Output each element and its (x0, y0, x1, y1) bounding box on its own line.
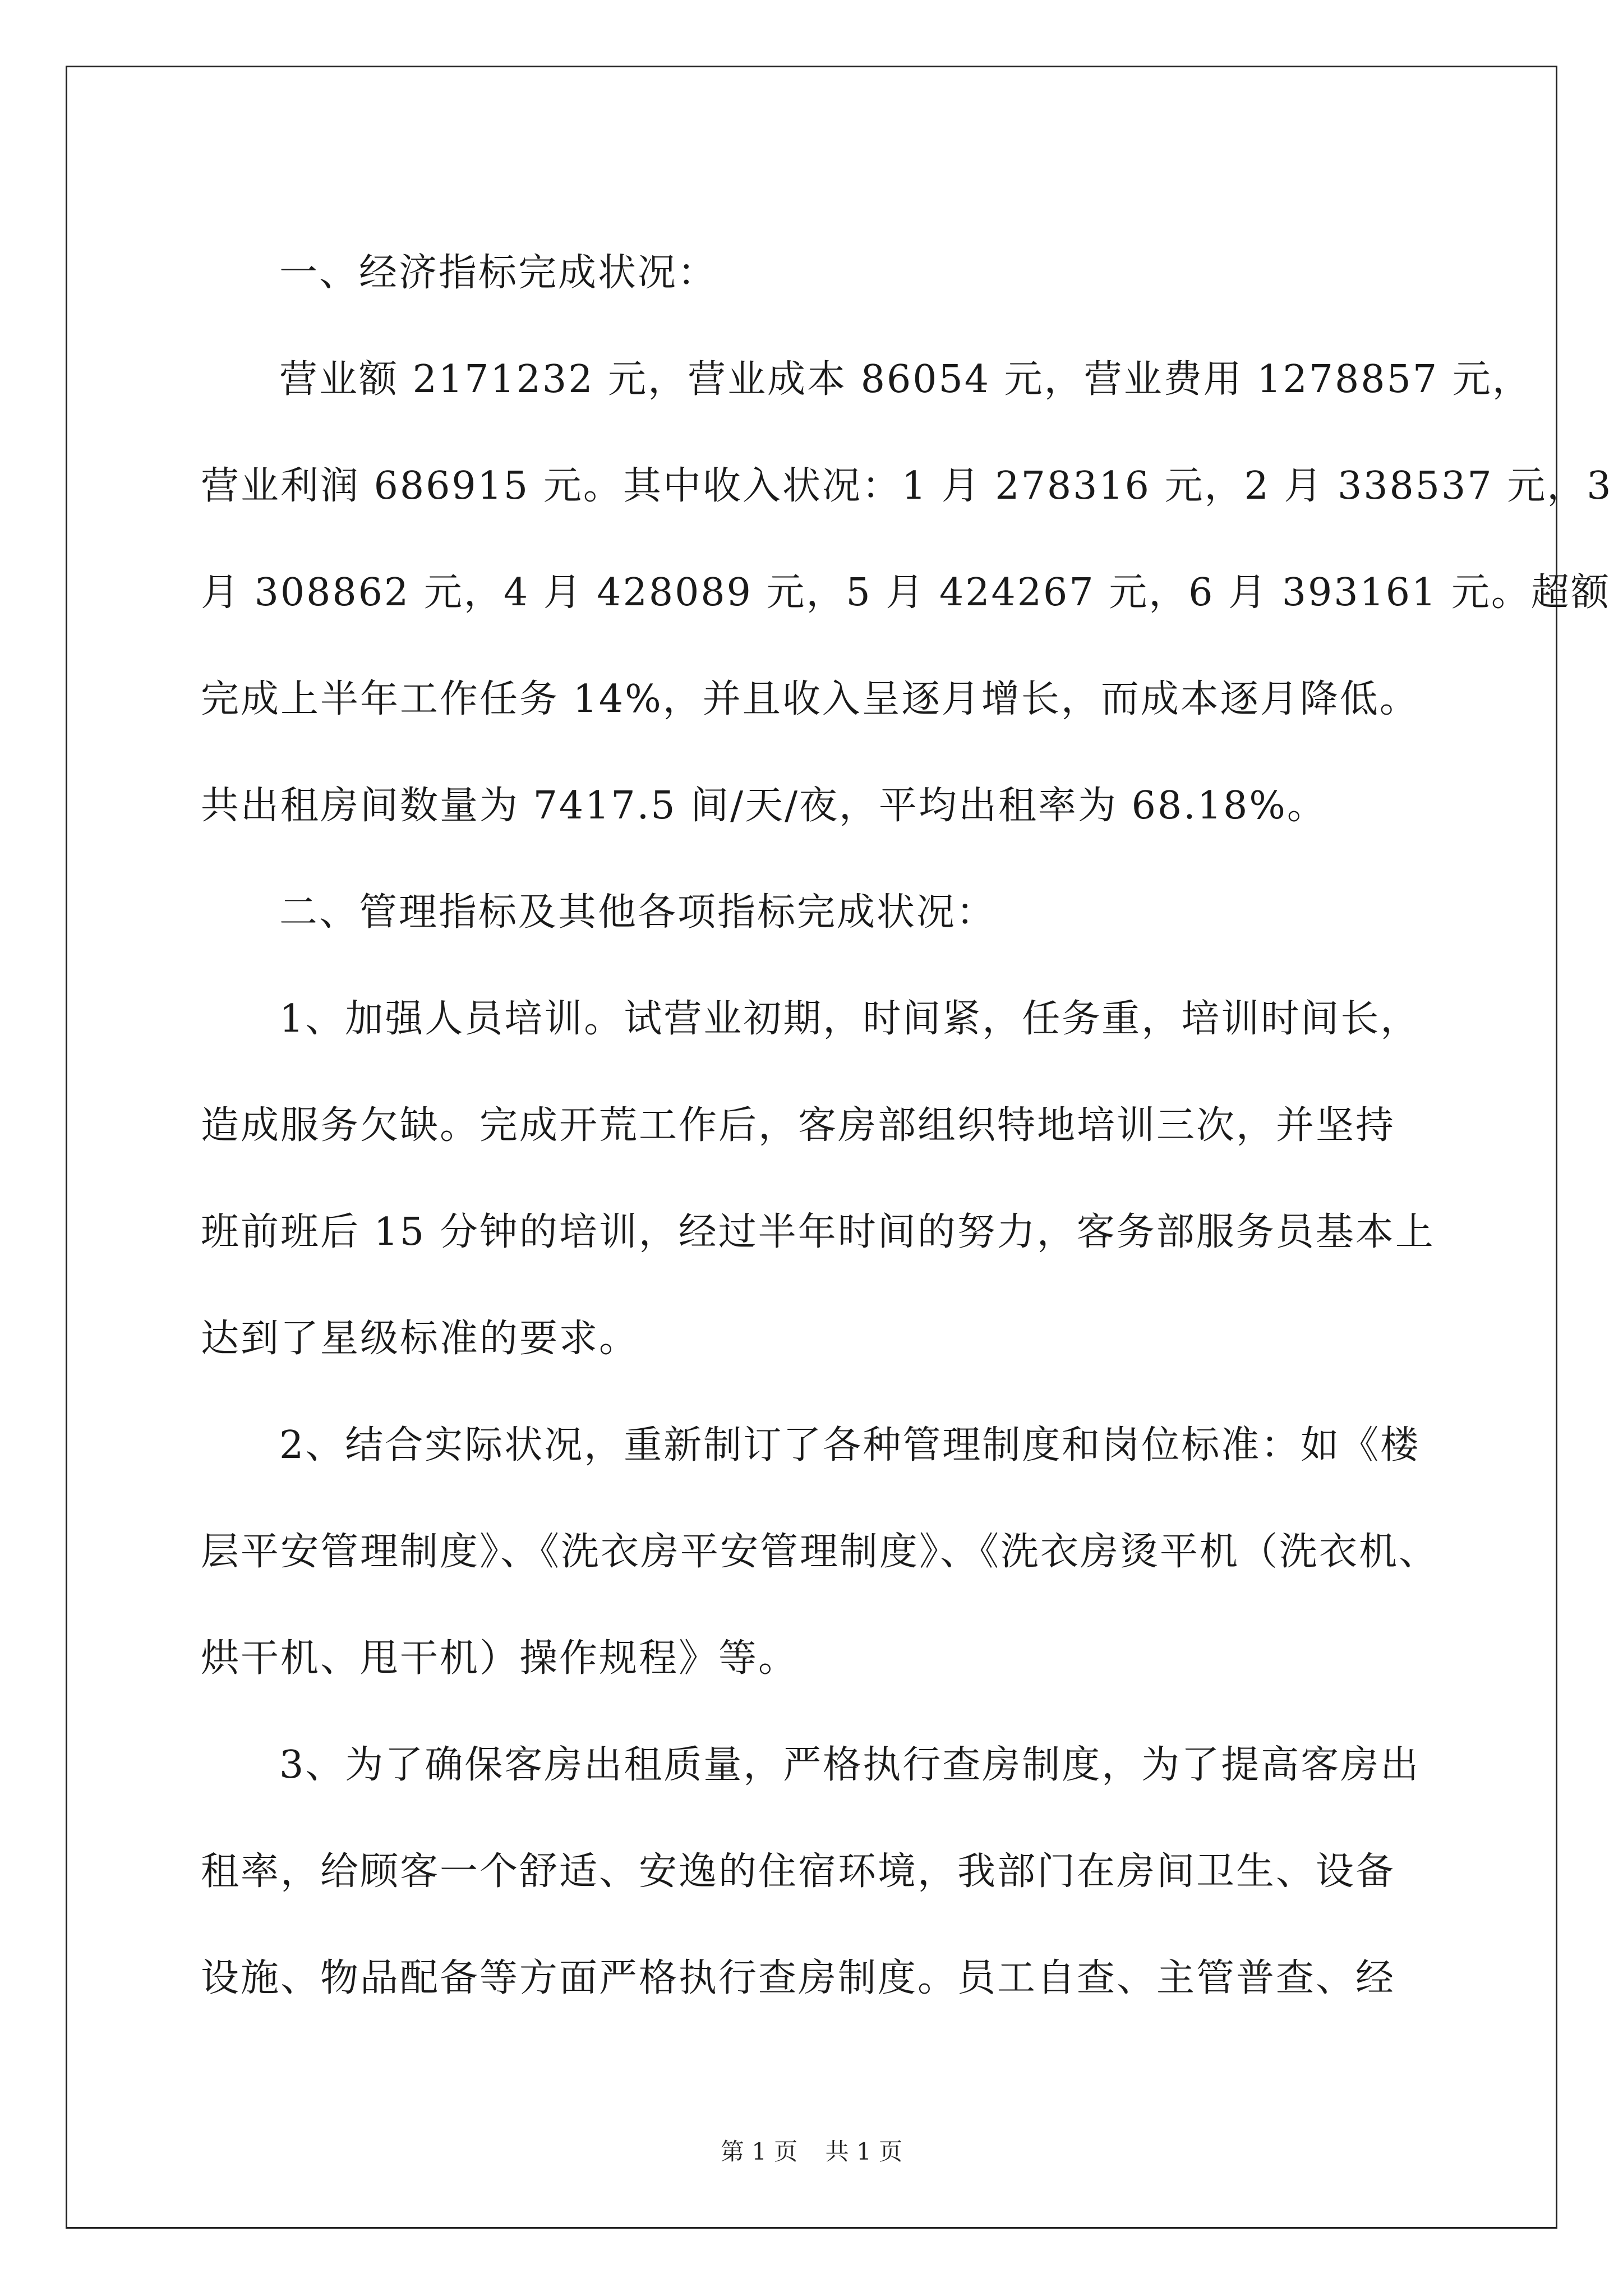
text-line: 二、管理指标及其他各项指标完成状况： (279, 890, 997, 935)
text-line: 月 308862 元，4 月 428089 元，5 月 424267 元，6 月 393161 元。超额 (201, 570, 1611, 615)
paragraph-revenue (201, 326, 1613, 859)
text-line: 3、为了确保客房出租质量，严格执行查房制度，为了提高客房出 (279, 1743, 1421, 1787)
heading-economic-indicators (201, 220, 1507, 326)
text-line: 共出租房间数量为 7417.5 间/天/夜，平均出租率为 68.18%。 (201, 784, 1327, 828)
text-line: 造成服务欠缺。完成开荒工作后，客房部组织特地培训三次，并坚持 (201, 1103, 1396, 1148)
text-line: 1、加强人员培训。试营业初期，时间紧，任务重，培训时间长， (279, 997, 1421, 1041)
paragraph-management-rules (201, 1392, 1507, 1712)
text-line: 2、结合实际状况，重新制订了各种管理制度和岗位标准：如《楼 (279, 1423, 1421, 1467)
heading-management-indicators (201, 859, 1507, 966)
paragraph-room-inspection (201, 1712, 1507, 2032)
text-line: 设施、物品配备等方面严格执行查房制度。员工自查、主管普查、经 (201, 1956, 1396, 2000)
page-number: 第 1 页 (720, 2138, 798, 2165)
text-line: 达到了星级标准的要求。 (201, 1317, 639, 1361)
paragraph-staff-training (201, 966, 1507, 1392)
text-line: 营业利润 686915 元。其中收入状况：1 月 278316 元，2 月 338537 元，3 (201, 464, 1613, 508)
text-line: 营业额 2171232 元，营业成本 86054 元，营业费用 1278857 元， (279, 357, 1532, 402)
text-line: 层平安管理制度》、《洗衣房平安管理制度》、《洗衣房烫平机（洗衣机、 (201, 1530, 1439, 1574)
document-body (201, 220, 1613, 2032)
page-total: 共 1 页 (825, 2138, 903, 2165)
page-footer (0, 2135, 1623, 2169)
text-line: 烘干机、甩干机）操作规程》等。 (201, 1636, 799, 1681)
text-line: 租率，给顾客一个舒适、安逸的住宿环境，我部门在房间卫生、设备 (201, 1849, 1396, 1894)
text-line: 完成上半年工作任务 14%，并且收入呈逐月增长，而成本逐月降低。 (201, 677, 1419, 721)
text-line: 一、经济指标完成状况： (279, 251, 718, 295)
text-line: 班前班后 15 分钟的培训，经过半年时间的努力，客务部服务员基本上 (201, 1210, 1435, 1254)
